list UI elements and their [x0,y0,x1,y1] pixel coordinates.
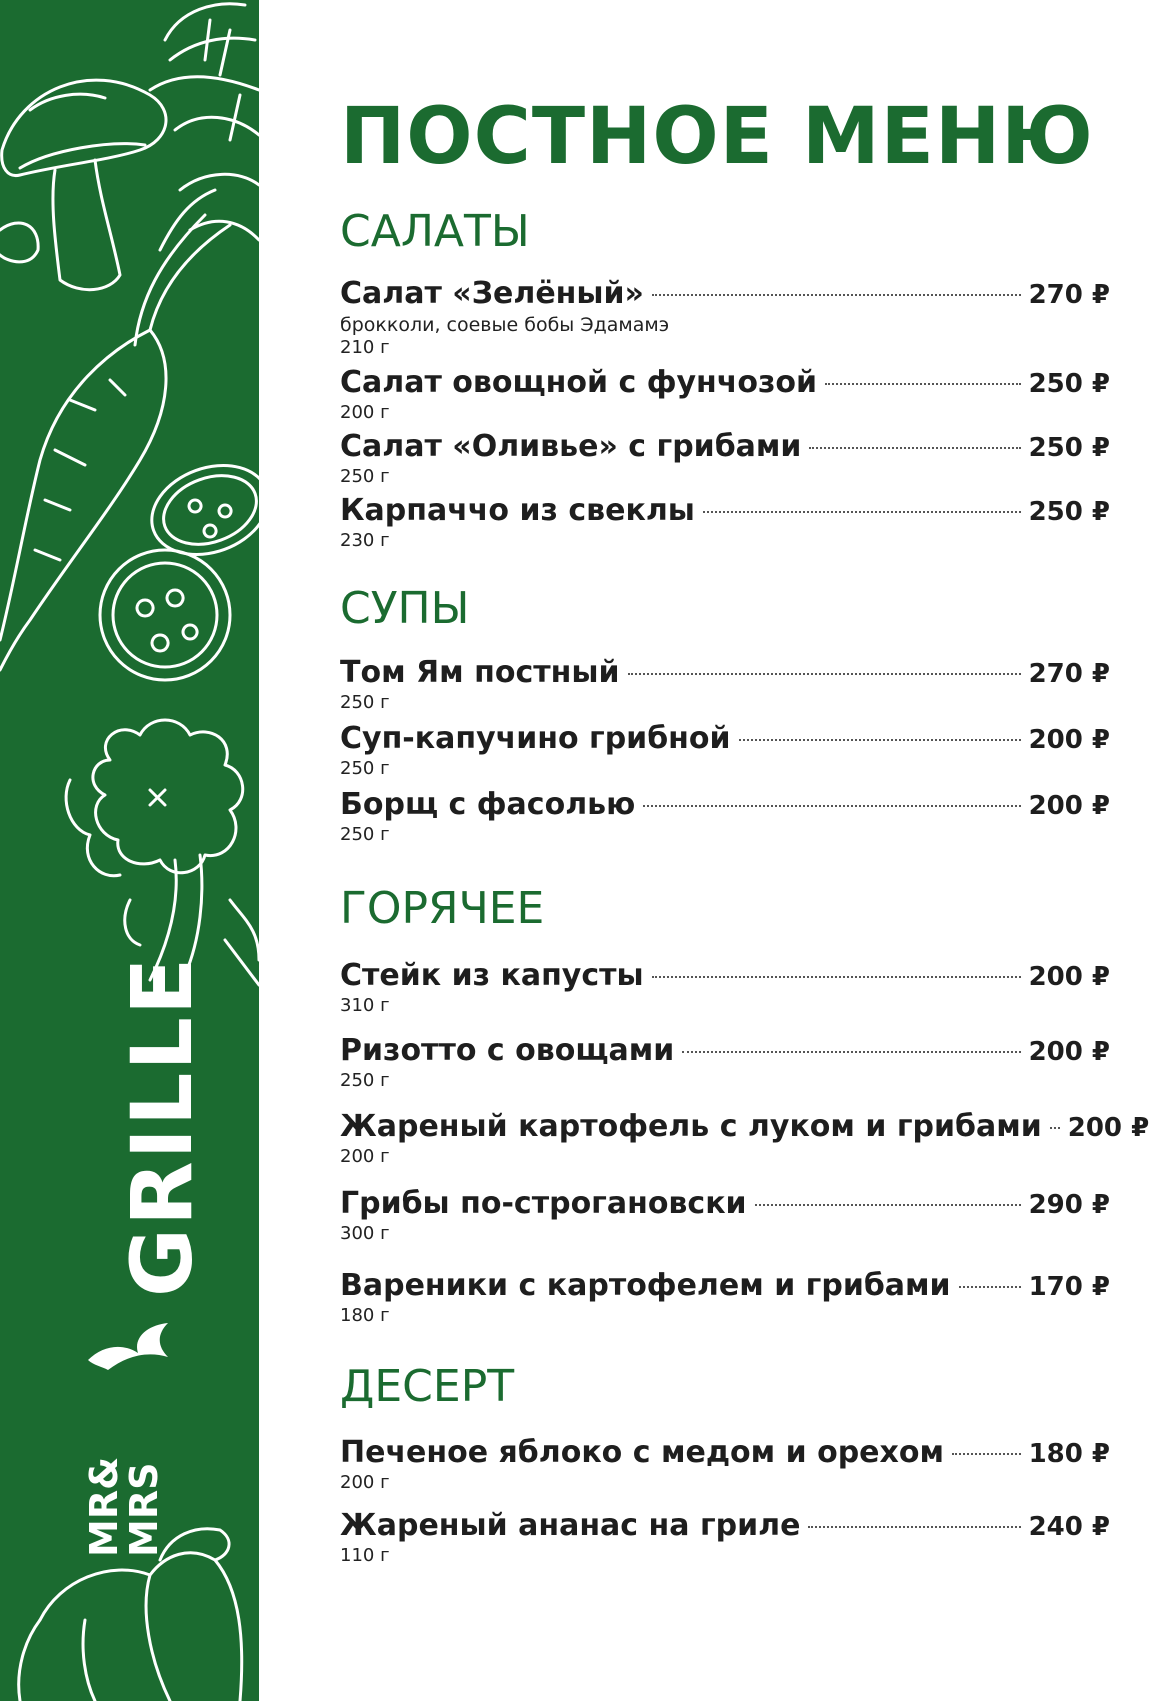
menu-item [340,365,1110,424]
item-description: брокколи, соевые бобы Эдамамэ [340,314,670,336]
item-name: Том Ям постный [340,655,620,690]
item-weight: 110 г [340,1545,390,1566]
item-weight: 230 г [340,530,390,551]
menu-item [340,787,1110,846]
dot-leader [652,294,1021,296]
item-price: 240 ₽ [1028,1512,1110,1542]
item-price: 270 ₽ [1028,280,1110,310]
broccoli-icon [66,720,259,985]
item-price: 180 ₽ [1028,1439,1110,1469]
item-weight: 180 г [340,1305,390,1326]
item-name: Салат «Оливье» с грибами [340,429,802,464]
menu-item [340,1268,1110,1327]
section-title-soups: СУПЫ [340,583,470,634]
dot-leader [825,383,1021,385]
dot-leader [952,1453,1021,1455]
item-price: 200 ₽ [1028,962,1110,992]
item-name: Борщ с фасолью [340,787,636,822]
item-name: Салат «Зелёный» [340,276,644,311]
item-price: 200 ₽ [1028,725,1110,755]
item-name: Ризотто с овощами [340,1033,675,1068]
menu-item [340,1186,1110,1245]
menu-item [340,493,1110,552]
menu-item [340,1435,1110,1494]
logo-mrs: MRS [122,1462,166,1557]
item-price: 250 ₽ [1028,369,1110,399]
decorative-sidebar [0,0,259,1701]
menu-item [340,276,1110,359]
item-weight: 200 г [340,402,390,423]
item-name: Грибы по-строгановски [340,1186,747,1221]
menu-item [340,655,1110,714]
item-weight: 250 г [340,692,390,713]
item-name: Жареный картофель с луком и грибами [340,1109,1042,1144]
dot-leader [755,1204,1021,1206]
logo-mr-mrs-text [84,1457,164,1557]
item-weight: 250 г [340,1070,390,1091]
menu-item [340,1109,1150,1168]
page-title: ПОСТНОЕ МЕНЮ [340,92,1094,182]
item-price: 250 ₽ [1028,433,1110,463]
dot-leader [703,511,1021,513]
menu-item [340,1033,1110,1092]
dot-leader [809,447,1020,449]
dot-leader [682,1051,1020,1053]
menu-item [340,721,1110,780]
item-name: Суп-капучино грибной [340,721,731,756]
item-weight: 250 г [340,466,390,487]
item-weight: 200 г [340,1146,390,1167]
logo-mr: MR& [82,1456,126,1557]
item-weight: 250 г [340,758,390,779]
mushroom-icon [0,80,166,290]
item-name: Жареный ананас на гриле [340,1508,801,1543]
item-price: 170 ₽ [1028,1272,1110,1302]
item-price: 200 ₽ [1028,1037,1110,1067]
item-price: 200 ₽ [1028,791,1110,821]
section-title-dessert: ДЕСЕРТ [340,1361,515,1412]
item-weight: 250 г [340,824,390,845]
item-price: 270 ₽ [1028,659,1110,689]
dot-leader [739,739,1021,741]
brand-logo [78,955,211,1565]
item-weight: 200 г [340,1472,390,1493]
dot-leader [643,805,1020,807]
section-title-hot: ГОРЯЧЕЕ [340,883,545,934]
item-name: Печеное яблоко с медом и орехом [340,1435,945,1470]
item-price: 250 ₽ [1028,497,1110,527]
item-name: Салат овощной с фунчозой [340,365,818,400]
item-weight: 300 г [340,1223,390,1244]
dot-leader [652,976,1021,978]
item-name: Карпаччо из свеклы [340,493,695,528]
menu-item [340,1508,1110,1567]
item-name: Стейк из капусты [340,958,644,993]
logo-grille-text: GRILLE [113,955,211,1297]
menu-item [340,958,1110,1017]
flame-icon [78,1315,178,1375]
dot-leader [959,1286,1021,1288]
item-weight: 210 г [340,337,390,358]
item-price: 200 ₽ [1067,1113,1150,1143]
section-title-salads: САЛАТЫ [340,206,530,257]
item-price: 290 ₽ [1028,1190,1110,1220]
item-name: Вареники с картофелем и грибами [340,1268,951,1303]
item-weight: 310 г [340,995,390,1016]
menu-item [340,429,1110,488]
dot-leader [628,673,1021,675]
dot-leader [808,1526,1020,1528]
dot-leader [1050,1127,1060,1129]
